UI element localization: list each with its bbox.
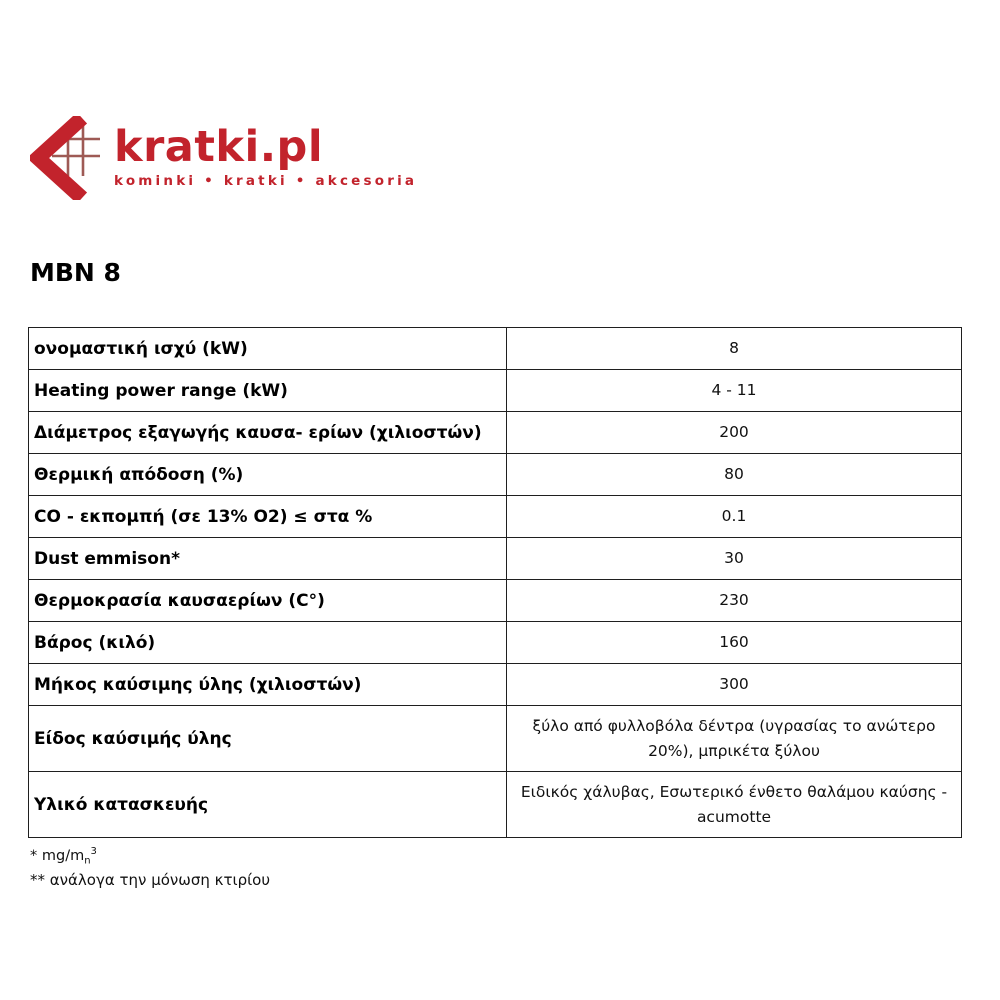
- table-row: [29, 496, 962, 538]
- spec-value: ξύλο από φυλλοβόλα δέντρα (υγρασίας το ανώτερο 20%), μπρικέτα ξύλου: [507, 706, 962, 772]
- logo-wordmark: kratki.pl: [114, 122, 324, 172]
- table-row: [29, 538, 962, 580]
- page-title: MBN 8: [30, 258, 121, 287]
- table-row: [29, 664, 962, 706]
- spec-value: 160: [507, 622, 962, 664]
- spec-value: 300: [507, 664, 962, 706]
- table-row: [29, 454, 962, 496]
- spec-label: Είδος καύσιμής ύλης: [29, 706, 507, 772]
- footnote-unit-superscript: 3: [90, 846, 97, 857]
- table-row: [29, 328, 962, 370]
- kratki-arrow-grid-icon: [30, 116, 102, 200]
- spec-value: Ειδικός χάλυβας, Εσωτερικό ένθετο θαλάμου καύσης - acumotte: [507, 772, 962, 838]
- kratki-logo: [30, 116, 417, 200]
- footnote-dust-unit: [30, 846, 97, 867]
- spec-table: [28, 327, 962, 838]
- spec-label: Διάμετρος εξαγωγής καυσα- ερίων (χιλιοστών): [29, 412, 507, 454]
- spec-label: Θερμοκρασία καυσαερίων (C°): [29, 580, 507, 622]
- spec-label: Βάρος (κιλό): [29, 622, 507, 664]
- table-row: [29, 370, 962, 412]
- spec-label: Υλικό κατασκευής: [29, 772, 507, 838]
- spec-value: 0.1: [507, 496, 962, 538]
- logo-tagline: kominki • kratki • akcesoria: [114, 173, 418, 189]
- table-row: [29, 580, 962, 622]
- spec-label: Dust emmison*: [29, 538, 507, 580]
- logo-text-block: [114, 116, 417, 189]
- spec-label: CO - εκπομπή (σε 13% O2) ≤ στα %: [29, 496, 507, 538]
- table-row: [29, 622, 962, 664]
- table-row: [29, 772, 962, 838]
- footnote-unit-prefix: * mg/m: [30, 847, 85, 864]
- spec-label: Μήκος καύσιμης ύλης (χιλιοστών): [29, 664, 507, 706]
- table-row: [29, 706, 962, 772]
- spec-value: 80: [507, 454, 962, 496]
- spec-value: 4 - 11: [507, 370, 962, 412]
- table-row: [29, 412, 962, 454]
- spec-label: Heating power range (kW): [29, 370, 507, 412]
- footnote-insulation: ** ανάλογα την μόνωση κτιρίου: [30, 871, 271, 889]
- spec-value: 200: [507, 412, 962, 454]
- spec-label: Θερμική απόδοση (%): [29, 454, 507, 496]
- spec-value: 30: [507, 538, 962, 580]
- spec-value: 8: [507, 328, 962, 370]
- spec-value: 230: [507, 580, 962, 622]
- spec-label: ονομαστική ισχύ (kW): [29, 328, 507, 370]
- footnote-unit-subscript: n: [84, 855, 91, 867]
